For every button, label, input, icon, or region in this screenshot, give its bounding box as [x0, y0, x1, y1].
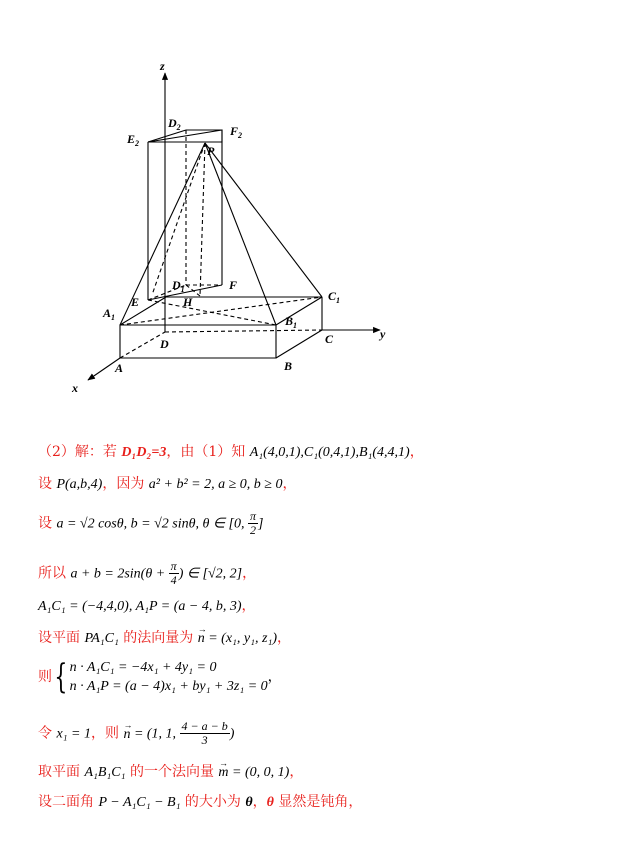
- label-B1: $B_1$: [285, 314, 298, 330]
- geometry-figure: [0, 0, 642, 420]
- label-E: E: [131, 295, 140, 309]
- label-F: F: [229, 278, 238, 292]
- top-face: [148, 130, 222, 142]
- label-C1: $C_1$: [328, 289, 341, 305]
- solution-line-1: （2）解：若 D₁D₂=3，由（1）知 A₁(4,0,1),C₁(0,4,1),B₁(4,4,1)，: [38, 444, 424, 460]
- solution-line-3: 设 a = √2 cosθ, b = √2 sinθ, θ ∈ [0, $\frac{\pi}{2}$ ]: [38, 509, 264, 537]
- solution-line-4: 所以 a + b = 2sin(θ + $\frac{\pi}{4}$ ) ∈ [√2, 2]，: [38, 559, 257, 587]
- label-F2: $F_2$: [230, 124, 243, 140]
- label-A: A: [115, 361, 124, 375]
- label-x: x: [72, 381, 78, 395]
- solution-line-5: A₁C₁ = (−4,4,0), A₁P = (a − 4, b, 3)，: [38, 598, 256, 614]
- label-z: z: [160, 59, 165, 73]
- label-B: B: [284, 359, 293, 373]
- solution-line-10: 设二面角 P − A₁C₁ − B₁ 的大小为 θ，θ 显然是钝角，: [38, 794, 363, 810]
- solution-line-7: 则{ n · A₁C₁ = −4x₁ + 4y₁ = 0 n · A₁P = (a − 4)x₁ + by₁ + 3z₁ = 0 ，: [38, 657, 282, 697]
- label-E2: $E_2$: [127, 132, 140, 148]
- solution-line-8: 令 x₁ = 1，则 → n = (1, 1, $\frac{4 - a - b}{3}$ ): [38, 720, 234, 747]
- label-D2: $D_2$: [168, 116, 181, 132]
- solution-line-6: 设平面 PA₁C₁ 的法向量为 → n = (x₁, y₁, z₁)，: [38, 629, 291, 648]
- label-D: D: [160, 337, 169, 351]
- label-H: H: [183, 295, 193, 309]
- label-D1: $D_1$: [172, 278, 185, 294]
- label-P: P: [207, 144, 215, 158]
- solution-line-2: 设 P(a,b,4)，因为 a² + b² = 2, a ≥ 0, b ≥ 0，: [38, 476, 297, 492]
- label-A1: $A_1$: [103, 306, 116, 322]
- label-y: y: [380, 327, 386, 341]
- label-C: C: [325, 332, 334, 346]
- box-front-face: [120, 325, 276, 358]
- solution-line-9: 取平面 A₁B₁C₁ 的一个法向量 → m = (0, 0, 1)，: [38, 763, 303, 782]
- system-brace: {: [54, 657, 68, 697]
